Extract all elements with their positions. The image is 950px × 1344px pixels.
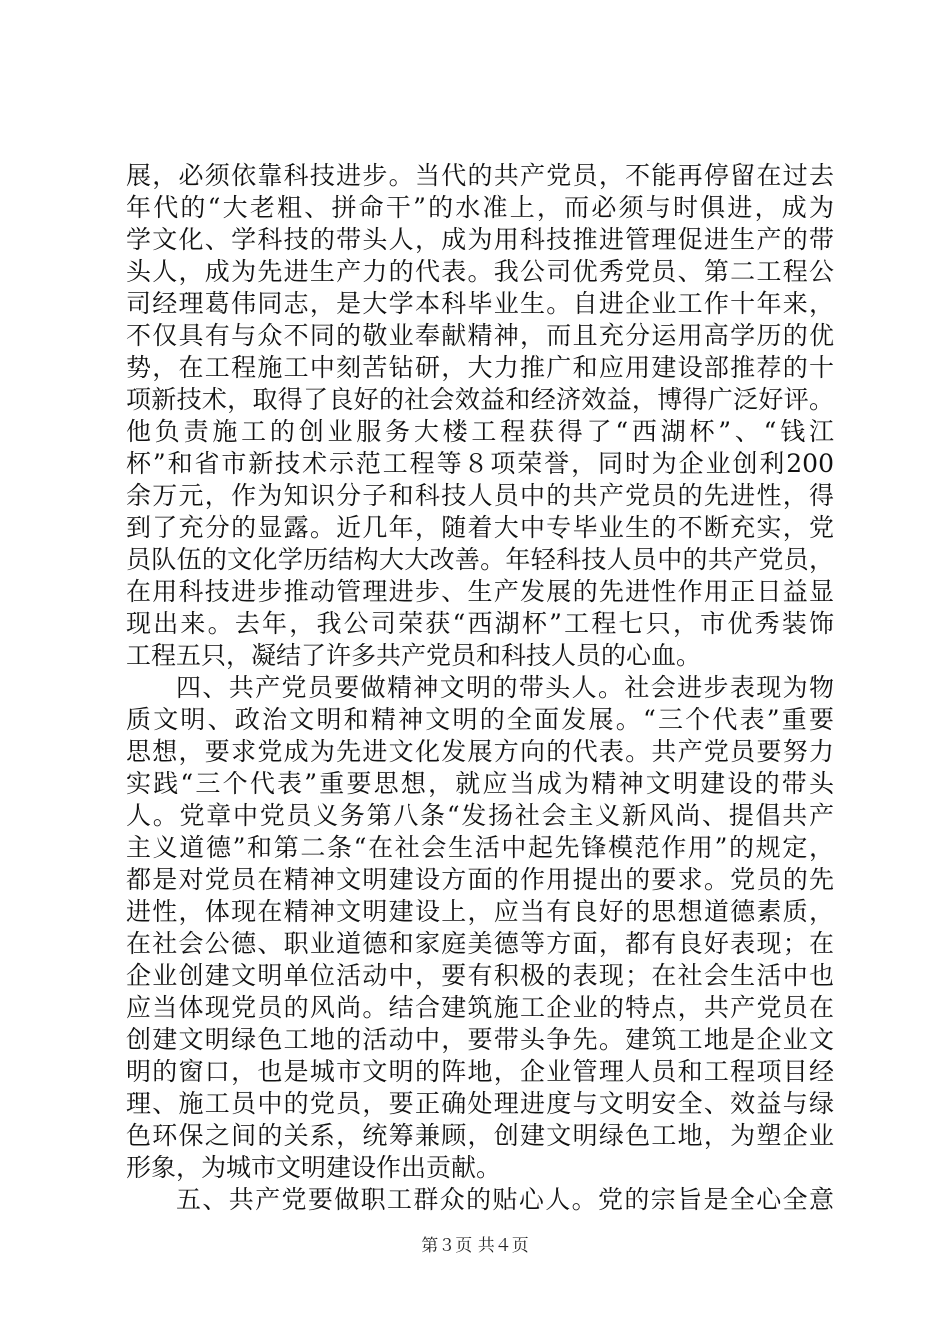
text-line: 杯”和省市新技术示范工程等８项荣誉，同时为企业创利200: [126, 449, 834, 478]
text-line: 项新技术，取得了良好的社会效益和经济效益，博得广泛好评。: [126, 385, 834, 414]
paragraph-end-line: 工程五只，凝结了许多共产党员和科技人员的心血。: [126, 641, 702, 670]
text-line: 都是对党员在精神文明建设方面的作用提出的要求。党员的先: [126, 865, 834, 894]
text-line: 应当体现党员的风尚。结合建筑施工企业的特点，共产党员在: [126, 993, 834, 1022]
paragraph-start-line: 四、共产党员要做精神文明的带头人。社会进步表现为物: [176, 673, 834, 702]
text-line: 理、施工员中的党员，要正确处理进度与文明安全、效益与绿: [126, 1089, 834, 1118]
text-line: 主义道德”和第二条“在社会生活中起先锋模范作用”的规定，: [126, 833, 834, 862]
text-line: 质文明、政治文明和精神文明的全面发展。“三个代表”重要: [126, 705, 834, 734]
text-line: 势，在工程施工中刻苦钻研，大力推广和应用建设部推荐的十: [126, 353, 834, 382]
document-body: [126, 160, 834, 1216]
text-line: 企业创建文明单位活动中，要有积极的表现；在社会生活中也: [126, 961, 834, 990]
text-line: 他负责施工的创业服务大楼工程获得了“西湖杯”、“钱江: [126, 417, 834, 446]
text-line: 不仅具有与众不同的敬业奉献精神，而且充分运用高学历的优: [126, 321, 834, 350]
text-line: 在社会公德、职业道德和家庭美德等方面，都有良好表现；在: [126, 929, 834, 958]
text-line: 现出来。去年，我公司荣获“西湖杯”工程七只，市优秀装饰: [126, 609, 834, 638]
text-line: 司经理葛伟同志，是大学本科毕业生。自进企业工作十年来，: [126, 289, 834, 318]
page-footer: 第３页 共４页: [421, 1236, 529, 1256]
text-line: 创建文明绿色工地的活动中，要带头争先。建筑工地是企业文: [126, 1025, 834, 1054]
text-line: 员队伍的文化学历结构大大改善。年轻科技人员中的共产党员，: [126, 545, 834, 574]
paragraph-end-line: 形象，为城市文明建设作出贡献。: [126, 1153, 502, 1182]
paragraph-start-line: 五、共产党要做职工群众的贴心人。党的宗旨是全心全意: [176, 1185, 834, 1214]
text-line: 到了充分的显露。近几年，随着大中专毕业生的不断充实，党: [126, 513, 834, 542]
text-line: 明的窗口，也是城市文明的阵地，企业管理人员和工程项目经: [126, 1057, 834, 1086]
text-line: 进性，体现在精神文明建设上，应当有良好的思想道德素质，: [126, 897, 834, 926]
text-line: 头人，成为先进生产力的代表。我公司优秀党员、第二工程公: [126, 257, 834, 286]
text-line: 余万元，作为知识分子和科技人员中的共产党员的先进性，得: [126, 481, 834, 510]
text-line: 展，必须依靠科技进步。当代的共产党员，不能再停留在过去: [126, 161, 834, 190]
text-line: 年代的“大老粗、拼命干”的水准上，而必须与时俱进，成为: [126, 193, 834, 222]
text-line: 实践“三个代表”重要思想，就应当成为精神文明建设的带头: [126, 769, 834, 798]
text-line: 在用科技进步推动管理进步、生产发展的先进性作用正日益显: [126, 577, 834, 606]
text-line: 色环保之间的关系，统筹兼顾，创建文明绿色工地，为塑企业: [126, 1121, 834, 1150]
text-line: 思想，要求党成为先进文化发展方向的代表。共产党员要努力: [126, 737, 834, 766]
text-line: 学文化、学科技的带头人，成为用科技推进管理促进生产的带: [126, 225, 834, 254]
text-line: 人。党章中党员义务第八条“发扬社会主义新风尚、提倡共产: [126, 801, 834, 830]
